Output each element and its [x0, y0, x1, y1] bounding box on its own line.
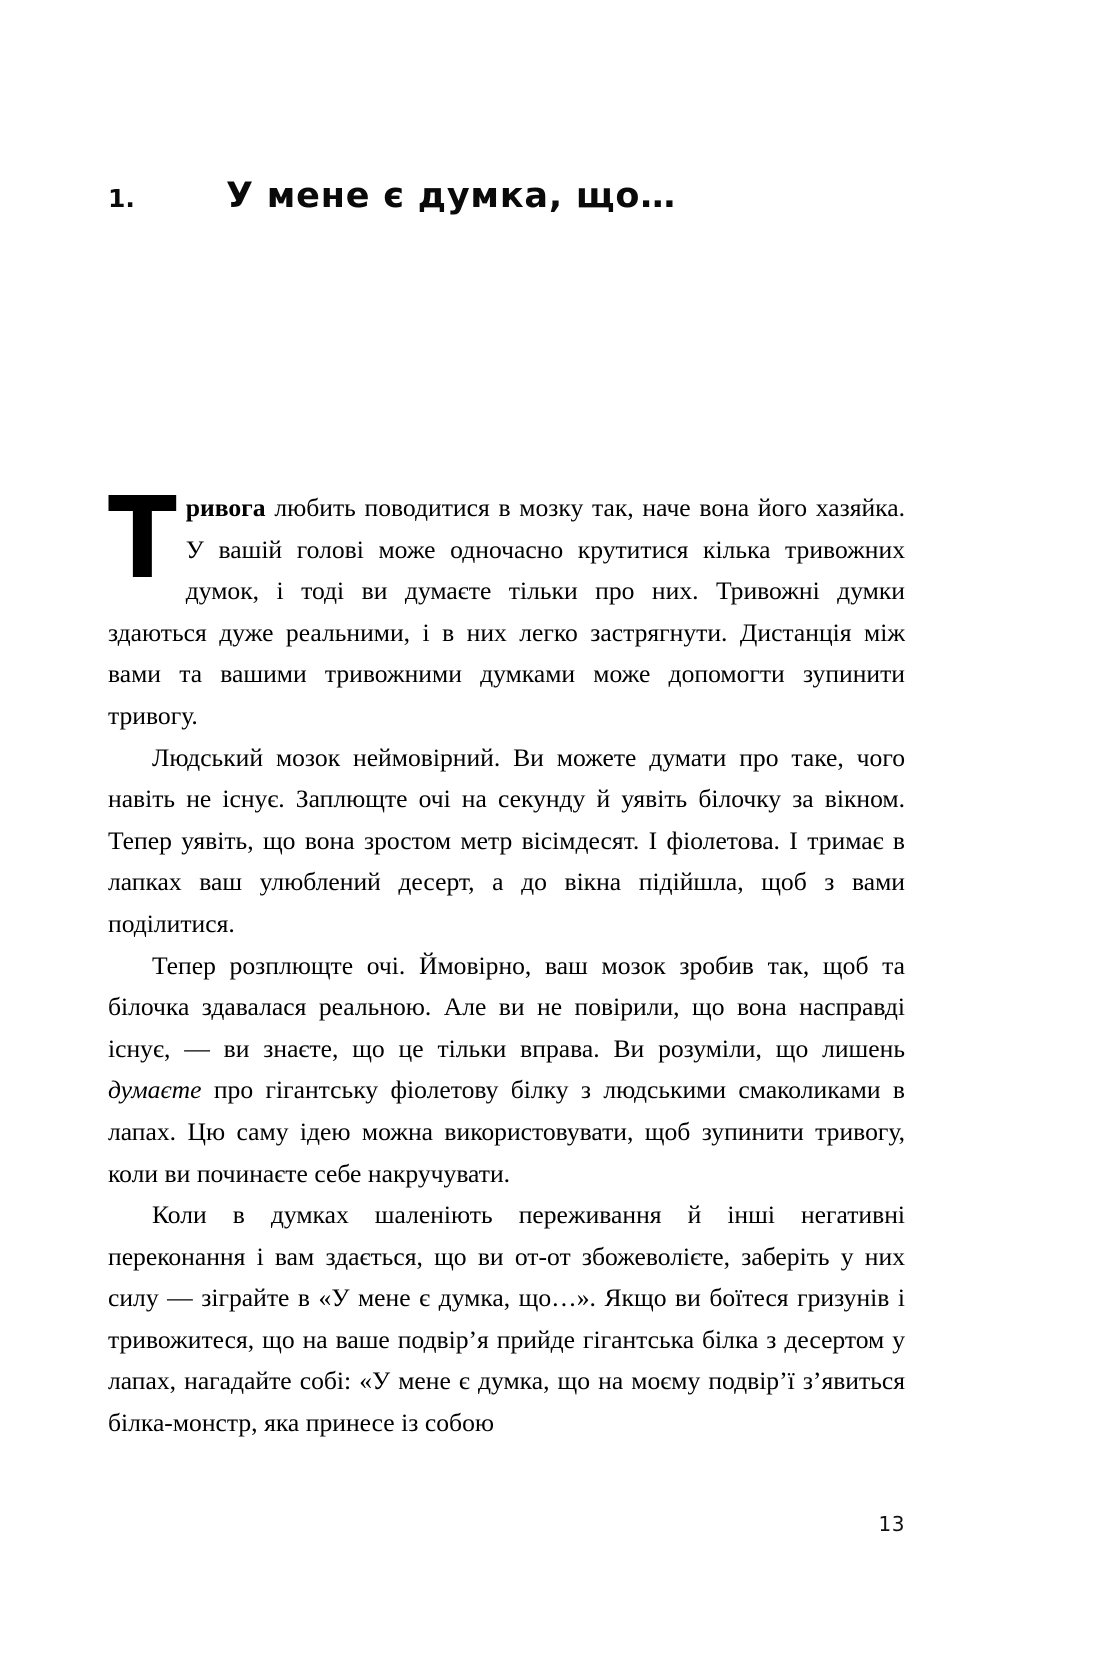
chapter-title: У мене є думка, що… [226, 176, 677, 216]
chapter-heading [108, 176, 908, 216]
paragraph-3-text-part-2: про гігантську фіолетову білку з людськими смаколиками в лапах. Цю саму ідею можна використовувати, щоб зупинити тривогу, коли ви починаєте себе накручувати. [108, 1075, 905, 1188]
paragraph-4-text: Коли в думках шаленіють переживання й інші негативні переконання і вам здається, що ви от-от збожеволієте, заберіть у них силу — зіграйте в «У мене є думка, що…». Якщо ви боїтеся гризунів і тривожитеся, що на ваше подвір’я прийде гігантська білка з десертом у лапах, нагадайте собі: «У мене є думка, що на моєму подвір’ї з’явиться білка-монстр, яка принесе із собою [108, 1200, 905, 1438]
paragraph-3-italic-word: думаєте [108, 1075, 202, 1105]
paragraph-2 [108, 737, 905, 945]
paragraph-2-text: Людський мозок неймовірний. Ви можете думати про таке, чого навіть не існує. Заплющте очі на секунду й уявіть білочку за вікном. Тепер уявіть, що вона зростом метр вісімдесят. І фіолетова. І тримає в лапках ваш улюблений десерт, а до вікна підійшла, щоб з вами поділитися. [108, 742, 905, 938]
page-number: 13 [878, 1512, 905, 1536]
drop-cap: Т [108, 474, 175, 604]
paragraph-3-text-part-1: Тепер розплющте очі. Ймовірно, ваш мозок зробив так, щоб та білочка здавалася реальною. Але ви не повірили, що вона насправді існує, — ви знаєте, що це тільки вправа. Ви розуміли, що лишень [108, 950, 905, 1063]
paragraph-1-text: любить поводитися в мозку так, наче вона його хазяйка. У вашій голові може одночасно крутитися кілька тривожних думок, і тоді ви думаєте тільки про них. Тривожні думки здаються дуже реальними, і в них легко застрягнути. Дистанція між вами та вашими тривожними думками може допомогти зупинити тривогу. [108, 493, 905, 730]
paragraph-3 [108, 945, 905, 1195]
paragraph-1 [108, 474, 905, 737]
paragraph-4 [108, 1194, 905, 1444]
body-text-block [108, 474, 905, 1444]
lead-bold-word: ривога [185, 493, 266, 522]
chapter-number: 1. [108, 184, 135, 213]
